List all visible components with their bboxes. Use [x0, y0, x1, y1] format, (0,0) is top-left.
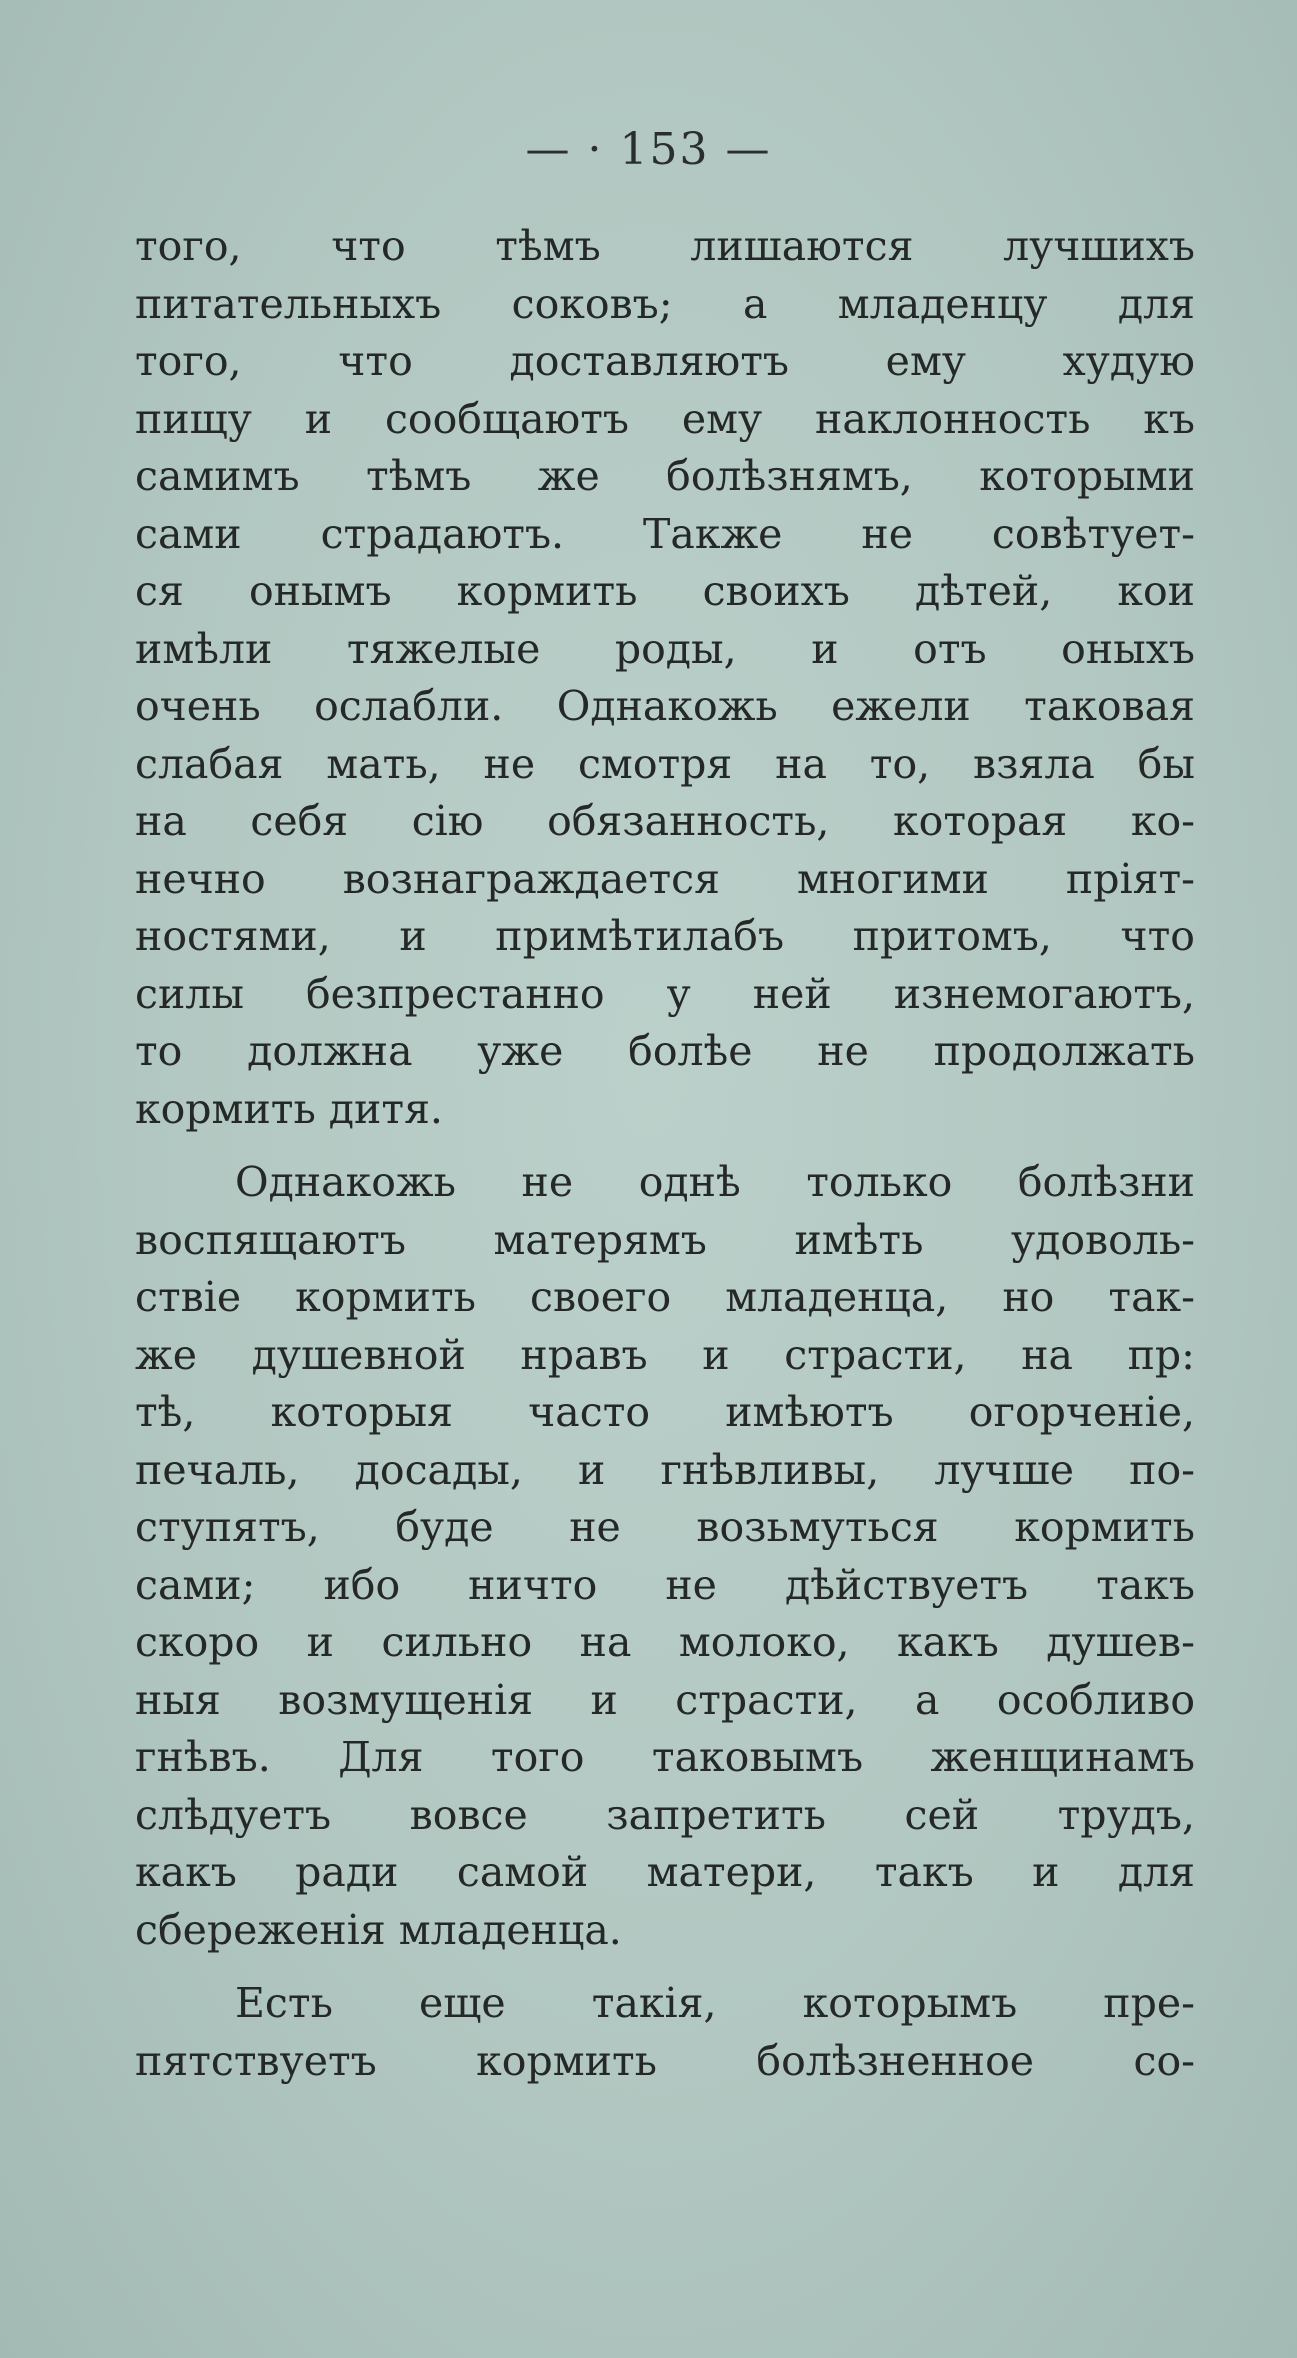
- text-line: кормить дитя.: [135, 1084, 443, 1133]
- page-number: — · 153 —: [525, 124, 772, 175]
- text-line: того, что тѣмъ лишаются лучшихъ: [135, 222, 1195, 270]
- paragraph-gap: [135, 1138, 1195, 1154]
- text-line: очень ослабли. Однакожь ежели таковая: [135, 682, 1195, 730]
- body-text: [135, 218, 1195, 2090]
- text-line: нечно вознаграждается многими пріят-: [135, 854, 1195, 903]
- paragraph: [135, 1154, 1195, 1959]
- text-line: слѣдуетъ вовсе запретить сей трудъ,: [135, 1790, 1195, 1839]
- text-line: ся онымъ кормить своихъ дѣтей, кои: [135, 567, 1195, 615]
- text-line: самимъ тѣмъ же болѣзнямъ, которыми: [135, 452, 1195, 500]
- text-line: скоро и сильно на молоко, какъ душев-: [135, 1618, 1195, 1666]
- paragraph-gap: [135, 1959, 1195, 1975]
- text-line: гнѣвъ. Для того таковымъ женщинамъ: [135, 1733, 1195, 1781]
- text-line: сбереженія младенца.: [135, 1905, 622, 1954]
- text-line: ступятъ, буде не возьмуться кормить: [135, 1503, 1195, 1551]
- text-line: ныя возмущенія и страсти, а особливо: [135, 1675, 1195, 1724]
- text-line: питательныхъ соковъ; а младенцу для: [135, 279, 1195, 328]
- text-line: пищу и сообщаютъ ему наклонность къ: [135, 394, 1195, 443]
- text-line: слабая мать, не смотря на то, взяла бы: [135, 739, 1195, 788]
- text-line: же душевной нравъ и страсти, на пр:: [135, 1330, 1195, 1379]
- text-line: какъ ради самой матери, такъ и для: [135, 1848, 1195, 1896]
- paragraph: [135, 218, 1195, 1138]
- text-line: то должна уже болѣе не продолжать: [135, 1027, 1195, 1075]
- text-line: Однакожь не однѣ только болѣзни: [235, 1158, 1195, 1206]
- text-line: сами; ибо ничто не дѣйствуетъ такъ: [135, 1560, 1195, 1609]
- text-line: Есть еще такія, которымъ пре-: [235, 1979, 1195, 2027]
- text-line: тѣ, которыя часто имѣютъ огорченіе,: [135, 1388, 1195, 1436]
- text-line: того, что доставляютъ ему худую: [135, 337, 1195, 385]
- text-line: имѣли тяжелые роды, и отъ оныхъ: [135, 624, 1195, 673]
- text-line: ностями, и примѣтилабъ притомъ, что: [135, 912, 1195, 960]
- text-line: сами страдаютъ. Также не совѣтует-: [135, 509, 1195, 558]
- text-line: ствіе кормить своего младенца, но так-: [135, 1273, 1195, 1321]
- text-line: силы безпрестанно у ней изнемогаютъ,: [135, 969, 1195, 1018]
- text-line: воспящаютъ матерямъ имѣть удоволь-: [135, 1215, 1195, 1264]
- text-line: печаль, досады, и гнѣвливы, лучше по-: [135, 1445, 1195, 1494]
- text-line: на себя сію обязанность, которая ко-: [135, 797, 1195, 845]
- paragraph: [135, 1975, 1195, 2090]
- text-line: пятствуетъ кормить болѣзненное со-: [135, 2036, 1195, 2085]
